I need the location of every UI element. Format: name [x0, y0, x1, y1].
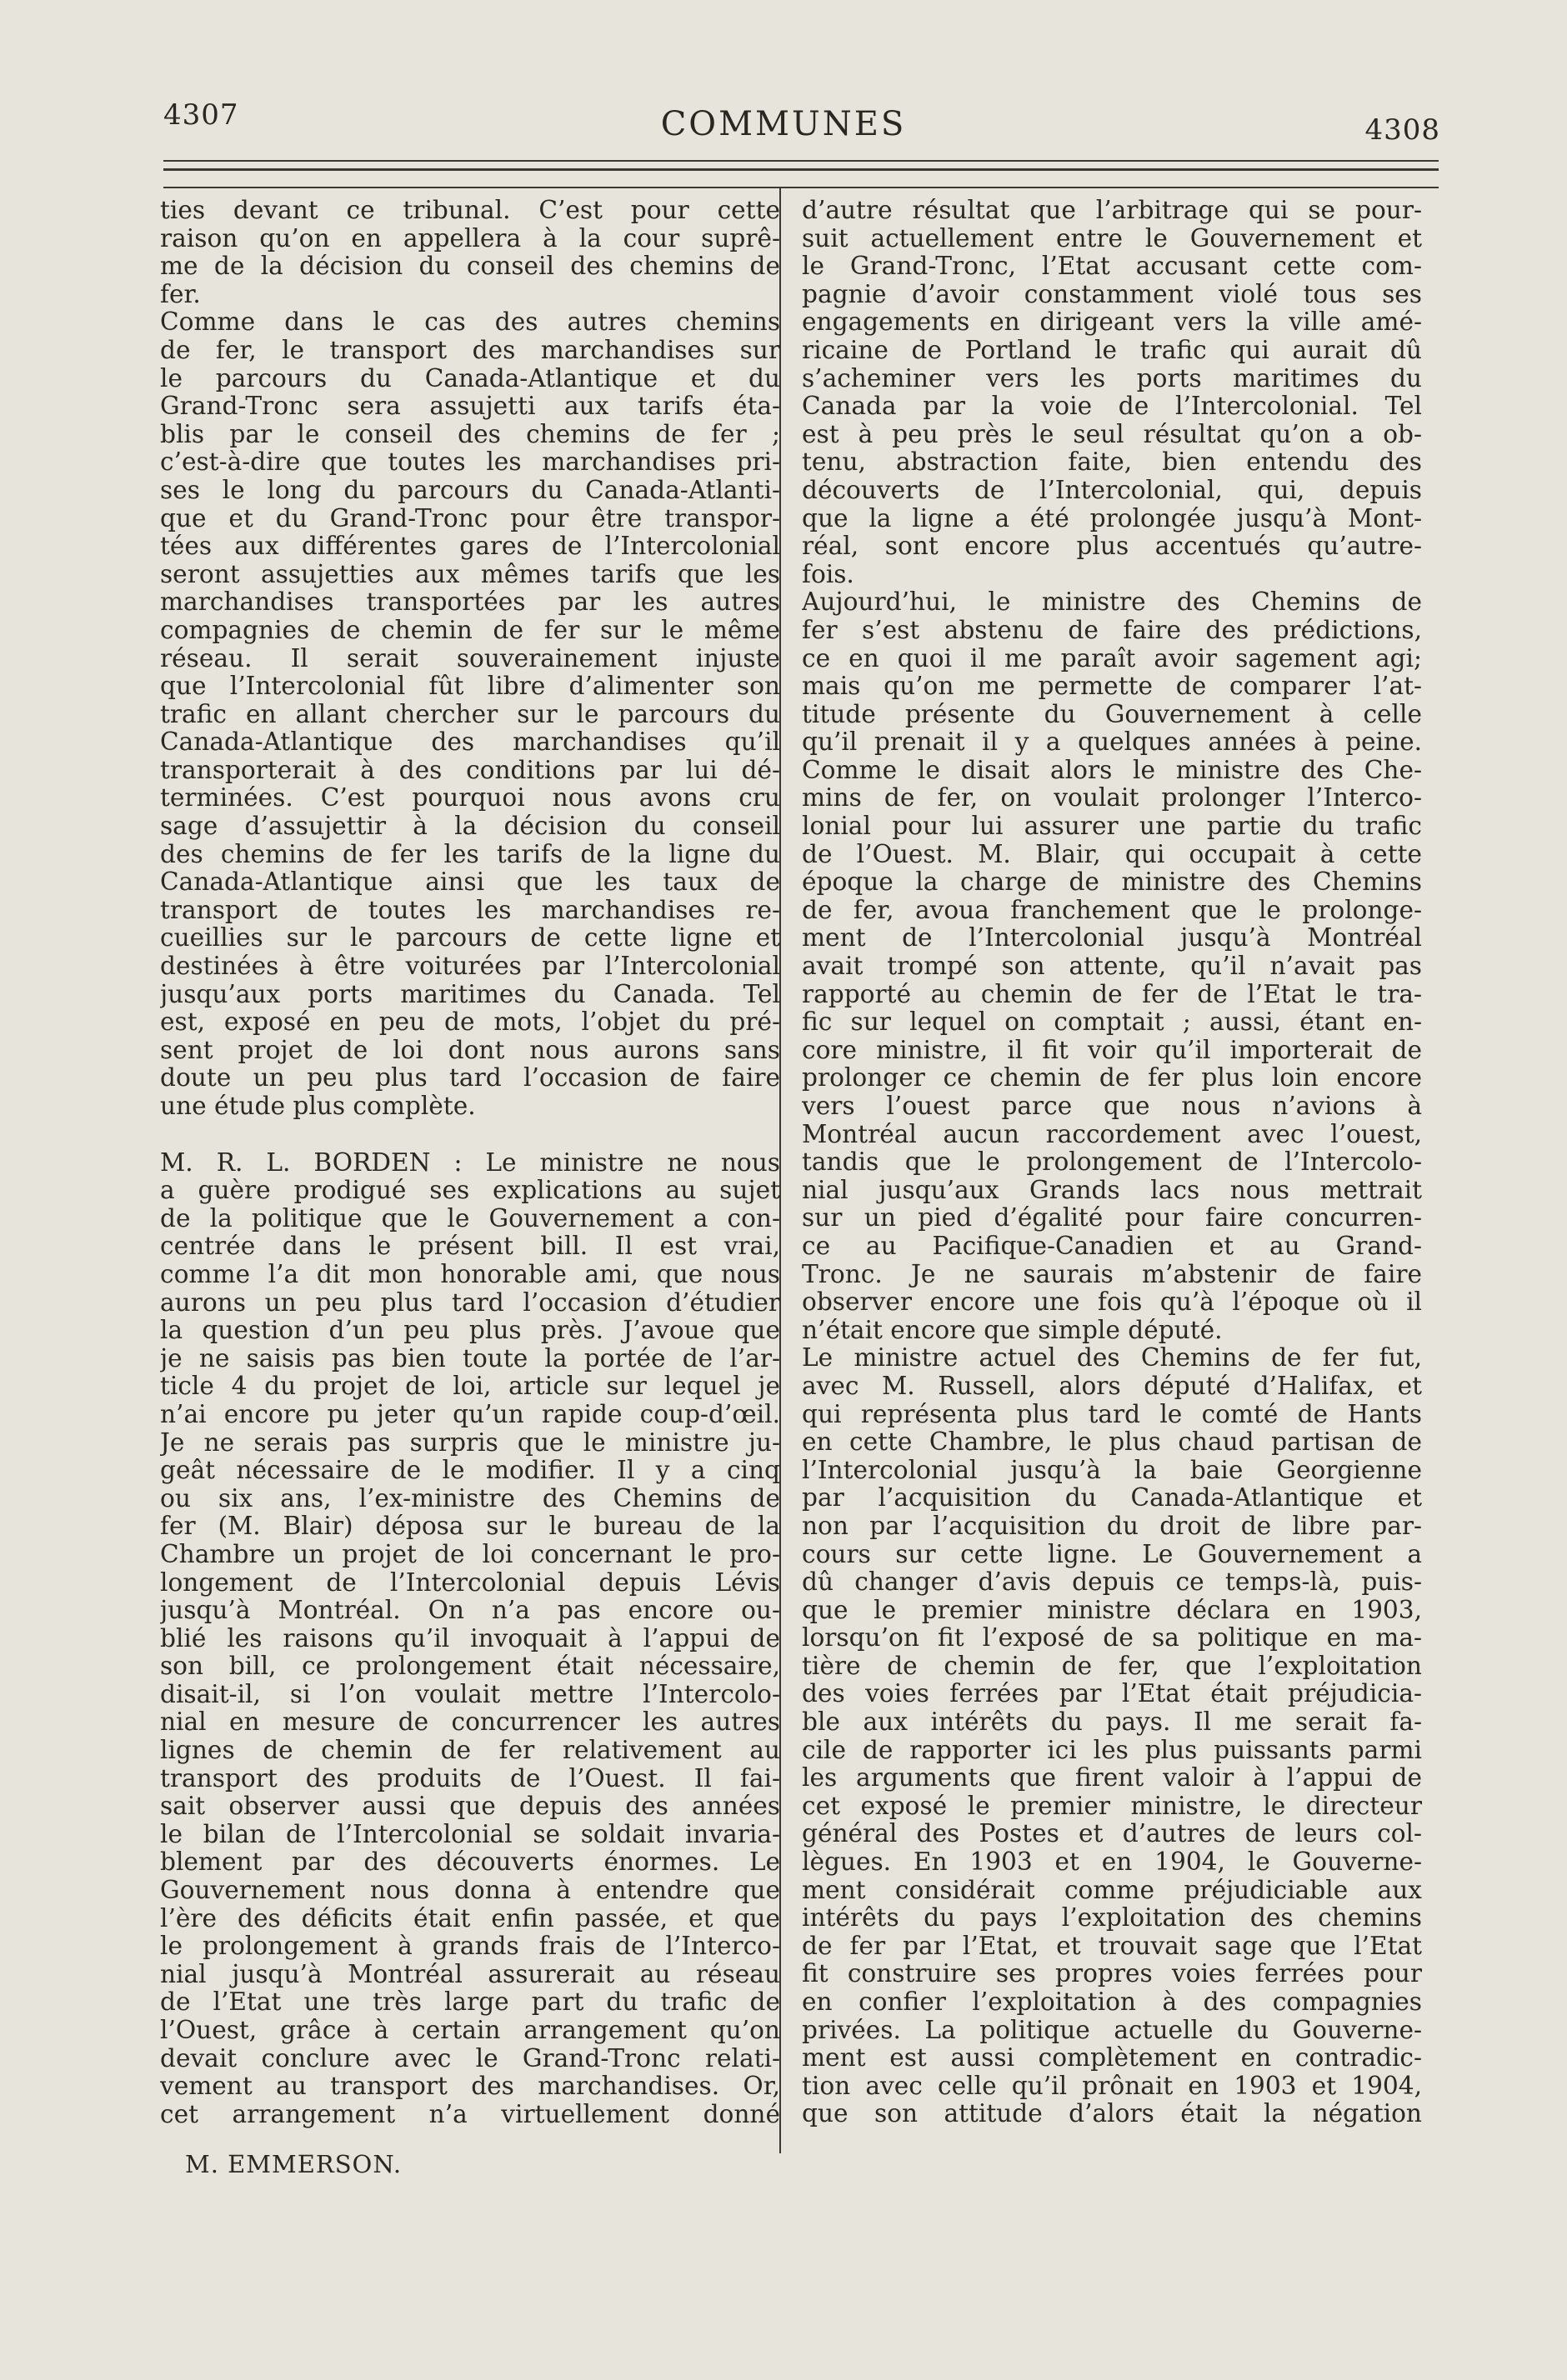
text-line: découverts de l’Intercolonial, qui, depuis — [802, 476, 1422, 504]
text-line: Grand-Tronc sera assujetti aux tarifs éta- — [160, 392, 780, 421]
text-line: que le premier ministre déclara en 1903, — [802, 1596, 1422, 1624]
text-line: la question d’un peu plus près. J’avoue que — [160, 1317, 780, 1345]
text-line: cours sur cette ligne. Le Gouvernement a — [802, 1540, 1422, 1568]
text-line: a guère prodigué ses explications au sujet — [160, 1177, 780, 1205]
text-line: qu’il prenait il y a quelques années à peine. — [802, 728, 1422, 757]
text-line: que la ligne a été prolongée jusqu’à Mont- — [802, 504, 1422, 532]
text-line: de l’Etat une très large part du trafic de — [160, 1988, 780, 2017]
text-line: titude présente du Gouvernement à celle — [802, 700, 1422, 728]
text-line: jusqu’à Montréal. On n’a pas encore ou- — [160, 1597, 780, 1625]
text-line: lignes de chemin de fer relativement au — [160, 1737, 780, 1765]
text-line: suit actuellement entre le Gouvernement et — [802, 224, 1422, 252]
running-title: COMMUNES — [660, 105, 907, 143]
text-line: le parcours du Canada-Atlantique et du — [160, 364, 780, 392]
text-line: ce au Pacifique-Canadien et au Grand- — [802, 1232, 1422, 1260]
text-line: blis par le conseil des chemins de fer ; — [160, 420, 780, 448]
text-line: tenu, abstraction faite, bien entendu des — [802, 448, 1422, 477]
text-line: Je ne serais pas surpris que le ministre ju- — [160, 1428, 780, 1457]
text-line: fois. — [802, 560, 854, 588]
text-line: par l’acquisition du Canada-Atlantique et — [802, 1484, 1422, 1512]
text-line: n’était encore que simple député. — [802, 1316, 1223, 1344]
text-line: que son attitude d’alors était la négation — [802, 2100, 1422, 2128]
text-line: engagements en dirigeant vers la ville amé- — [802, 308, 1422, 337]
text-line: lonial pour lui assurer une partie du trafic — [802, 812, 1422, 841]
text-line: de fer, avoua franchement que le prolonge- — [802, 896, 1422, 924]
text-line: transport des produits de l’Ouest. Il fai- — [160, 1764, 780, 1792]
text-line: son bill, ce prolongement était nécessaire, — [160, 1652, 780, 1681]
text-line: sent projet de loi dont nous aurons sans — [160, 1036, 780, 1064]
text-line: sur un pied d’égalité pour faire concurren- — [802, 1204, 1422, 1232]
text-line: fit construire ses propres voies ferrées pour — [802, 1960, 1422, 1988]
text-line: avec M. Russell, alors député d’Halifax, et — [802, 1372, 1422, 1400]
text-line: l’Ouest, grâce à certain arrangement qu’on — [160, 2017, 780, 2044]
text-line: Montréal aucun raccordement avec l’ouest, — [802, 1120, 1422, 1148]
text-line: trafic en allant chercher sur le parcours du — [160, 700, 780, 728]
right-page-number: 4308 — [1364, 113, 1440, 147]
text-line: le bilan de l’Intercolonial se soldait invaria- — [160, 1820, 780, 1848]
text-line: sait observer aussi que depuis des années — [160, 1792, 780, 1821]
text-line: privées. La politique actuelle du Gouverne- — [802, 2016, 1422, 2044]
text-line: ble aux intérêts du pays. Il me serait fa- — [802, 1708, 1422, 1737]
text-line: de fer, le transport des marchandises sur — [160, 336, 780, 364]
left-column — [160, 197, 780, 2128]
text-line: fer (M. Blair) déposa sur le bureau de la — [160, 1512, 780, 1541]
left-page-number: 4307 — [163, 98, 239, 132]
text-line: comme l’a dit mon honorable ami, que nous — [160, 1260, 780, 1288]
text-line: nial en mesure de concurrencer les autres — [160, 1708, 780, 1737]
text-line: Comme dans le cas des autres chemins — [160, 308, 780, 337]
text-line: Comme le disait alors le ministre des Che- — [802, 756, 1422, 784]
text-line: raison qu’on en appellera à la cour suprê- — [160, 224, 780, 252]
text-line: disait-il, si l’on voulait mettre l’Intercolo- — [160, 1680, 780, 1708]
text-line: Tronc. Je ne saurais m’abstenir de faire — [802, 1260, 1422, 1288]
text-line: longement de l’Intercolonial depuis Lévis — [160, 1568, 780, 1597]
text-line: mins de fer, on voulait prolonger l’Interco- — [802, 784, 1422, 812]
text-line: prolonger ce chemin de fer plus loin encore — [802, 1064, 1422, 1092]
text-line: ment considérait comme préjudiciable aux — [802, 1876, 1422, 1904]
text-line: jusqu’aux ports maritimes du Canada. Tel — [160, 980, 780, 1008]
text-line: réal, sont encore plus accentués qu’autre- — [802, 532, 1422, 561]
text-line: est, exposé en peu de mots, l’objet du pré- — [160, 1008, 780, 1037]
header-rule-bottom — [163, 187, 1439, 188]
text-line: geât nécessaire de le modifier. Il y a cinq — [160, 1457, 780, 1485]
text-line: lègues. En 1903 et en 1904, le Gouverne- — [802, 1848, 1422, 1877]
text-line: intérêts du pays l’exploitation des chemins — [802, 1904, 1422, 1932]
text-line: c’est-à-dire que toutes les marchandises pri- — [160, 448, 780, 477]
text-line: le Grand-Tronc, l’Etat accusant cette com- — [802, 252, 1422, 281]
text-line: me de la décision du conseil des chemins de — [160, 252, 780, 281]
text-line: mais qu’on me permette de comparer l’at- — [802, 672, 1422, 701]
text-line: terminées. C’est pourquoi nous avons cru — [160, 784, 780, 812]
text-line: Chambre un projet de loi concernant le pro- — [160, 1540, 780, 1568]
text-line: ticle 4 du projet de loi, article sur lequel je — [160, 1372, 780, 1401]
text-line: seront assujetties aux mêmes tarifs que les — [160, 560, 780, 588]
text-line: les arguments que firent valoir à l’appui de — [802, 1764, 1422, 1792]
text-line — [160, 1121, 780, 1149]
text-line: que et du Grand-Tronc pour être transpor- — [160, 504, 780, 532]
text-line: s’acheminer vers les ports maritimes du — [802, 364, 1422, 392]
text-line: blement par des découverts énormes. Le — [160, 1848, 780, 1877]
text-line: ce en quoi il me paraît avoir sagement agi; — [802, 644, 1422, 672]
text-line: est à peu près le seul résultat qu’on a ob- — [802, 420, 1422, 448]
text-line: réseau. Il serait souverainement injuste — [160, 644, 780, 672]
text-line: fic sur lequel on comptait ; aussi, étant en- — [802, 1008, 1422, 1037]
text-line: ricaine de Portland le trafic qui aurait dû — [802, 336, 1422, 364]
text-line: vers l’ouest parce que nous n’avions à — [802, 1092, 1422, 1120]
text-line: époque la charge de ministre des Chemins — [802, 868, 1422, 897]
text-line: non par l’acquisition du droit de libre par- — [802, 1512, 1422, 1540]
text-line: centrée dans le présent bill. Il est vrai, — [160, 1232, 780, 1261]
text-line: n’ai encore pu jeter qu’un rapide coup-d’œil. — [160, 1400, 780, 1428]
right-column — [802, 197, 1422, 2128]
text-line: nial jusqu’à Montréal assurerait au réseau — [160, 1960, 780, 1988]
text-line: fer. — [160, 280, 201, 308]
text-line: ment de l’Intercolonial jusqu’à Montréal — [802, 924, 1422, 952]
text-line: vement au transport des marchandises. Or, — [160, 2072, 780, 2101]
text-line: je ne saisis pas bien toute la portée de l’ar- — [160, 1344, 780, 1372]
text-line: Le ministre actuel des Chemins de fer fut, — [802, 1344, 1422, 1372]
text-line: cet arrangement n’a virtuellement donné — [160, 2100, 780, 2128]
text-line: Canada-Atlantique des marchandises qu’il — [160, 728, 780, 757]
text-line: qui représenta plus tard le comté de Hants — [802, 1400, 1422, 1428]
text-line: ses le long du parcours du Canada-Atlanti- — [160, 476, 780, 504]
text-line: destinées à être voiturées par l’Intercolonial — [160, 952, 780, 981]
text-line: tandis que le prolongement de l’Intercolo- — [802, 1148, 1422, 1177]
text-line: ment est aussi complètement en contradic- — [802, 2044, 1422, 2072]
text-line: M. R. L. BORDEN : Le ministre ne nous — [160, 1148, 780, 1177]
text-line: Aujourd’hui, le ministre des Chemins de — [802, 588, 1422, 617]
text-line: rapporté au chemin de fer de l’Etat le tra- — [802, 980, 1422, 1008]
text-line: d’autre résultat que l’arbitrage qui se pour- — [802, 197, 1422, 224]
text-line: devait conclure avec le Grand-Tronc relati- — [160, 2044, 780, 2072]
text-line: ou six ans, l’ex-ministre des Chemins de — [160, 1484, 780, 1512]
text-line: blié les raisons qu’il invoquait à l’appui de — [160, 1624, 780, 1652]
text-line: dû changer d’avis depuis ce temps-là, puis- — [802, 1568, 1422, 1597]
text-line: lorsqu’on fit l’exposé de sa politique en ma- — [802, 1624, 1422, 1652]
text-line: de fer par l’Etat, et trouvait sage que l’Etat — [802, 1932, 1422, 1960]
text-line: le prolongement à grands frais de l’Interco- — [160, 1932, 780, 1961]
header-rule-middle — [163, 168, 1439, 171]
text-line: nial jusqu’aux Grands lacs nous mettrait — [802, 1176, 1422, 1204]
text-line: cile de rapporter ici les plus puissants parmi — [802, 1736, 1422, 1764]
text-line: des voies ferrées par l’Etat était préjudicia- — [802, 1680, 1422, 1708]
text-line: tées aux différentes gares de l’Intercolonial — [160, 532, 780, 561]
text-line: Canada-Atlantique ainsi que les taux de — [160, 868, 780, 897]
text-line: cet exposé le premier ministre, le directeur — [802, 1792, 1422, 1820]
text-line: aurons un peu plus tard l’occasion d’étudier — [160, 1288, 780, 1317]
text-line: l’ère des déficits était enfin passée, et que — [160, 1904, 780, 1932]
text-line: core ministre, il fit voir qu’il importerait de — [802, 1036, 1422, 1064]
text-line: en confier l’exploitation à des compagnies — [802, 1988, 1422, 2016]
text-line: en cette Chambre, le plus chaud partisan de — [802, 1428, 1422, 1457]
text-line: doute un peu plus tard l’occasion de faire — [160, 1064, 780, 1092]
text-line: compagnies de chemin de fer sur le même — [160, 616, 780, 644]
text-line: une étude plus complète. — [160, 1092, 476, 1120]
text-line: de l’Ouest. M. Blair, qui occupait à cette — [802, 840, 1422, 868]
text-line: avait trompé son attente, qu’il n’avait pas — [802, 952, 1422, 981]
text-line: Gouvernement nous donna à entendre que — [160, 1877, 780, 1905]
header-rule-top — [163, 160, 1439, 162]
text-line: transport de toutes les marchandises re- — [160, 896, 780, 924]
text-line: général des Postes et d’autres de leurs col- — [802, 1820, 1422, 1848]
text-line: ties devant ce tribunal. C’est pour cette — [160, 197, 780, 224]
text-line: pagnie d’avoir constamment violé tous ses — [802, 280, 1422, 308]
text-line: sage d’assujettir à la décision du conseil — [160, 812, 780, 841]
text-line: marchandises transportées par les autres — [160, 588, 780, 617]
text-line: Canada par la voie de l’Intercolonial. Tel — [802, 392, 1422, 421]
text-line: transporterait à des conditions par lui dé- — [160, 756, 780, 784]
text-line: cueillies sur le parcours de cette ligne et — [160, 924, 780, 952]
text-line: que l’Intercolonial fût libre d’alimenter son — [160, 672, 780, 701]
text-line: tion avec celle qu’il prônait en 1903 et 1904, — [802, 2072, 1422, 2100]
speaker-footer: M. EMMERSON. — [185, 2150, 403, 2178]
text-line: tière de chemin de fer, que l’exploitation — [802, 1652, 1422, 1680]
text-line: observer encore une fois qu’à l’époque où il — [802, 1288, 1422, 1317]
text-line: des chemins de fer les tarifs de la ligne du — [160, 840, 780, 868]
text-line: l’Intercolonial jusqu’à la baie Georgienne — [802, 1456, 1422, 1484]
text-line: de la politique que le Gouvernement a con- — [160, 1204, 780, 1232]
text-line: fer s’est abstenu de faire des prédictions, — [802, 616, 1422, 644]
